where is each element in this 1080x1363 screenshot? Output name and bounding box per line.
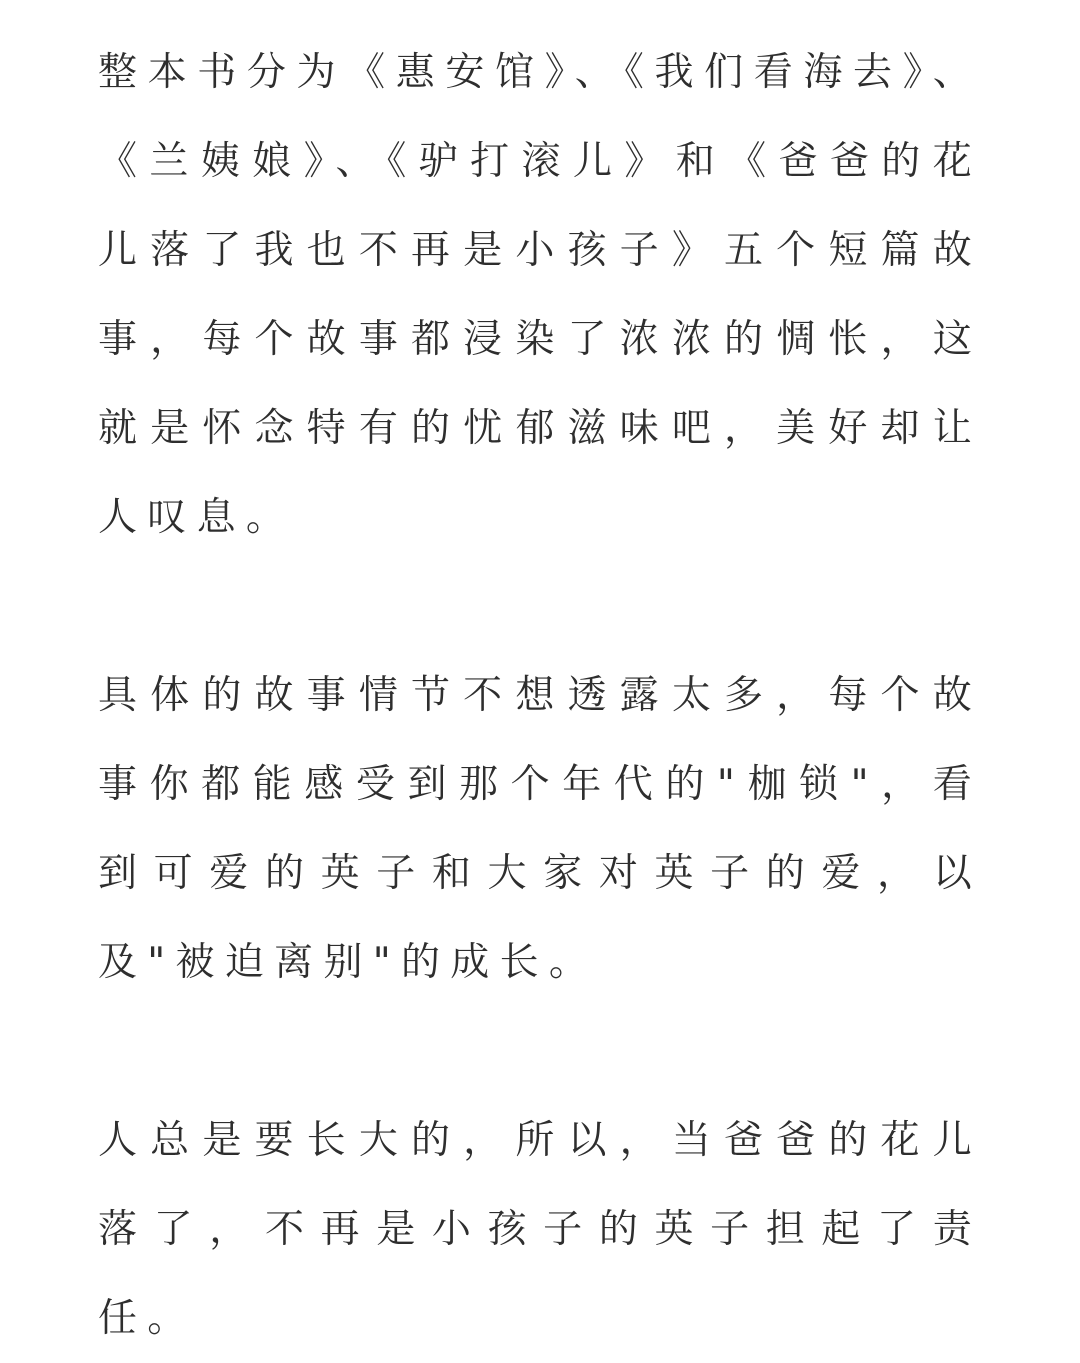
article-body (98, 28, 982, 1363)
paragraph-growing-up: 人总是要长大的，所以，当爸爸的花儿落了，不再是小孩子的英子担起了责任。 (98, 1118, 982, 1341)
paragraph-book-overview: 整本书分为《惠安馆》、《我们看海去》、《兰姨娘》、《驴打滚儿》和《爸爸的花儿落了我也不再是小孩子》五个短篇故事，每个故事都浸染了浓浓的惆怅，这就是怀念特有的忧郁滋味吧，美好却让人叹息。 (98, 50, 982, 540)
paragraph-story-details: 具体的故事情节不想透露太多，每个故事你都能感受到那个年代的"枷锁"，看到可爱的英子和大家对英子的爱，以及"被迫离别"的成长。 (98, 673, 982, 985)
